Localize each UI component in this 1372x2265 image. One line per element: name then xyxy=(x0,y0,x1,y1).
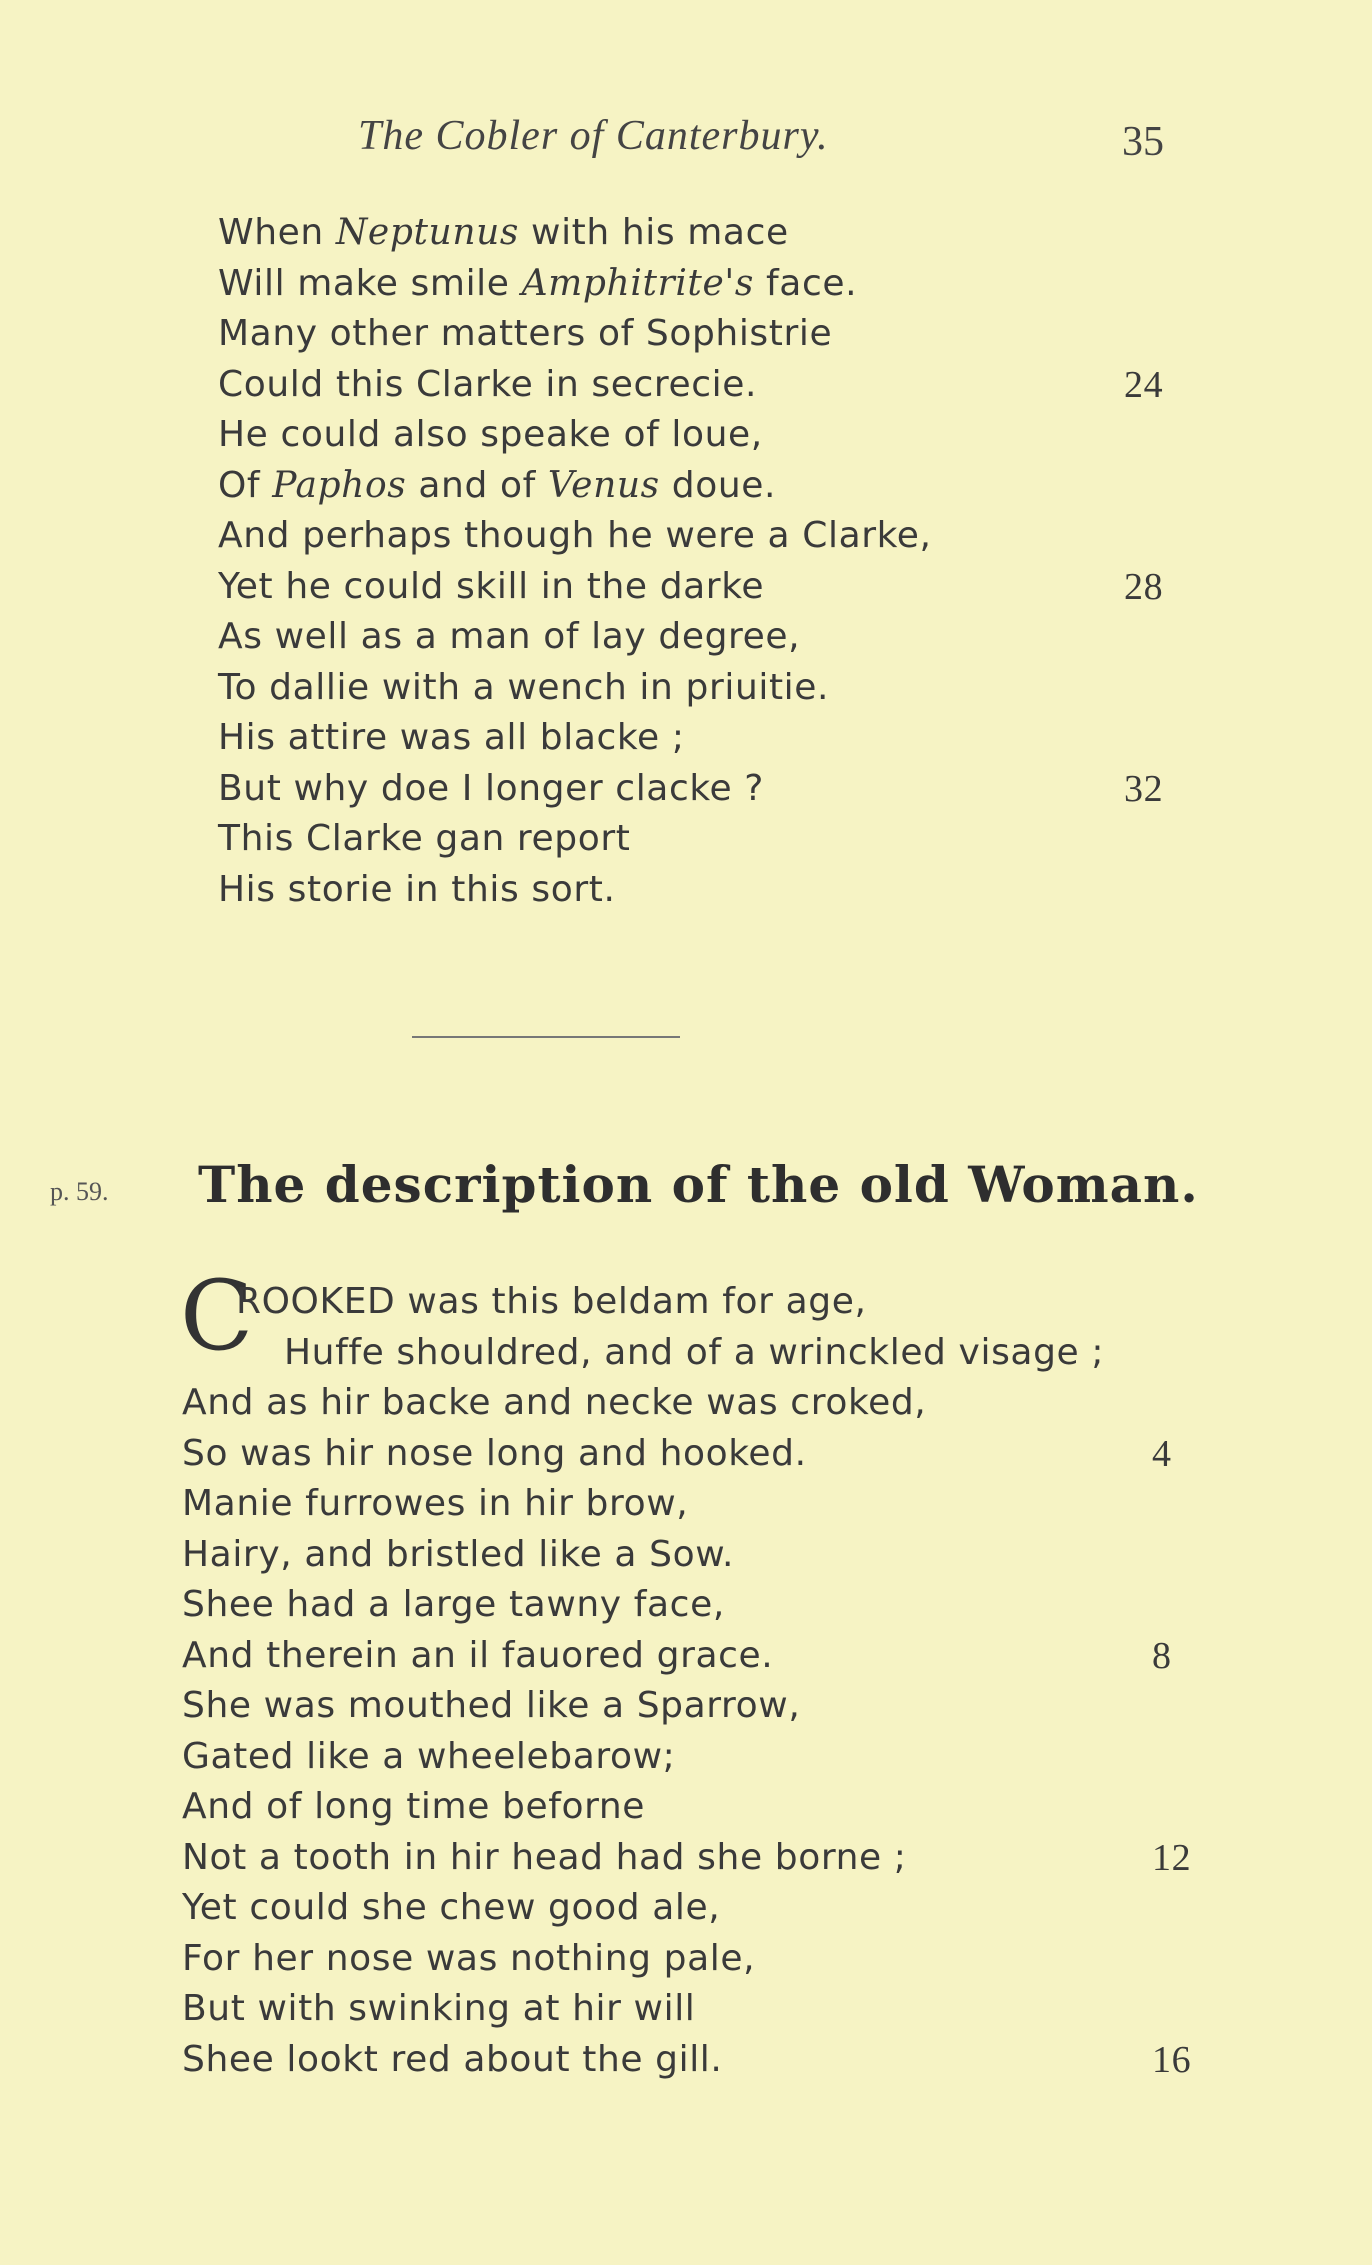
line-number: 28 xyxy=(1124,565,1164,608)
verse-block-clarke xyxy=(0,208,1372,915)
verse-line: Hairy, and bristled like a Sow. xyxy=(182,1533,734,1575)
verse-block-old-woman xyxy=(0,1277,1372,2085)
verse-line: His storie in this sort. xyxy=(218,868,616,910)
verse-line: And as hir backe and necke was croked, xyxy=(182,1382,927,1423)
verse-line: Huffe shouldred, and of a wrinckled visage ; xyxy=(284,1331,1105,1373)
verse-line: So was hir nose long and hooked. 4 xyxy=(0,1429,1372,1480)
line-number: 24 xyxy=(1124,363,1164,406)
verse-line: To dallie with a wench in priuitie. xyxy=(218,666,830,708)
verse-line: But with swinking at hir will xyxy=(182,1988,696,2029)
verse-line: For her nose was nothing pale, xyxy=(182,1937,756,1979)
verse-line: Gated like a wheelebarow; xyxy=(182,1735,676,1777)
line-number: 32 xyxy=(1124,767,1164,810)
line-number: 8 xyxy=(1152,1634,1172,1677)
verse-line: Shee had a large tawny face, xyxy=(182,1584,725,1625)
verse-line: Could this Clarke in secrecie. 24 xyxy=(0,360,1372,411)
line-number: 4 xyxy=(1152,1432,1172,1475)
drop-cap: C xyxy=(180,1260,254,1372)
line-number: 12 xyxy=(1152,1836,1192,1879)
verse-line: Of Paphos and of Venus doue. xyxy=(218,464,777,506)
verse-line: Manie furrowes in hir brow, xyxy=(182,1483,689,1524)
verse-line: She was mouthed like a Sparrow, xyxy=(182,1685,801,1726)
verse-line: And of long time beforne xyxy=(182,1786,646,1827)
section-divider xyxy=(412,1036,680,1038)
verse-line: Not a tooth in hir head had she borne ; 12 xyxy=(0,1833,1372,1884)
verse-line: And therein an il fauored grace. 8 xyxy=(0,1631,1372,1682)
verse-line: ROOKED was this beldam for age, xyxy=(236,1281,867,1322)
running-title: The Cobler of Canterbury. xyxy=(358,113,829,159)
verse-line: Shee lookt red about the gill. 16 xyxy=(0,2035,1372,2086)
margin-reference: p. 59. xyxy=(50,1177,109,1206)
verse-line: And perhaps though he were a Clarke, xyxy=(218,515,932,556)
page-number: 35 xyxy=(1122,119,1164,165)
verse-line: He could also speake of loue, xyxy=(218,414,763,455)
verse-line: But why doe I longer clacke ? 32 xyxy=(0,764,1372,815)
verse-line: Will make smile Amphitrite's face. xyxy=(218,262,858,304)
line-number: 16 xyxy=(1152,2038,1192,2081)
verse-line: Yet he could skill in the darke 28 xyxy=(0,562,1372,613)
verse-line: As well as a man of lay degree, xyxy=(218,616,801,657)
verse-line: Many other matters of Sophistrie xyxy=(218,313,833,354)
verse-line: This Clarke gan report xyxy=(218,818,631,859)
verse-line: When Neptunus with his mace xyxy=(218,212,789,253)
verse-line: Yet could she chew good ale, xyxy=(182,1887,721,1928)
verse-line: His attire was all blacke ; xyxy=(218,717,685,758)
section-title: The description of the old Woman. xyxy=(198,1155,1199,1214)
